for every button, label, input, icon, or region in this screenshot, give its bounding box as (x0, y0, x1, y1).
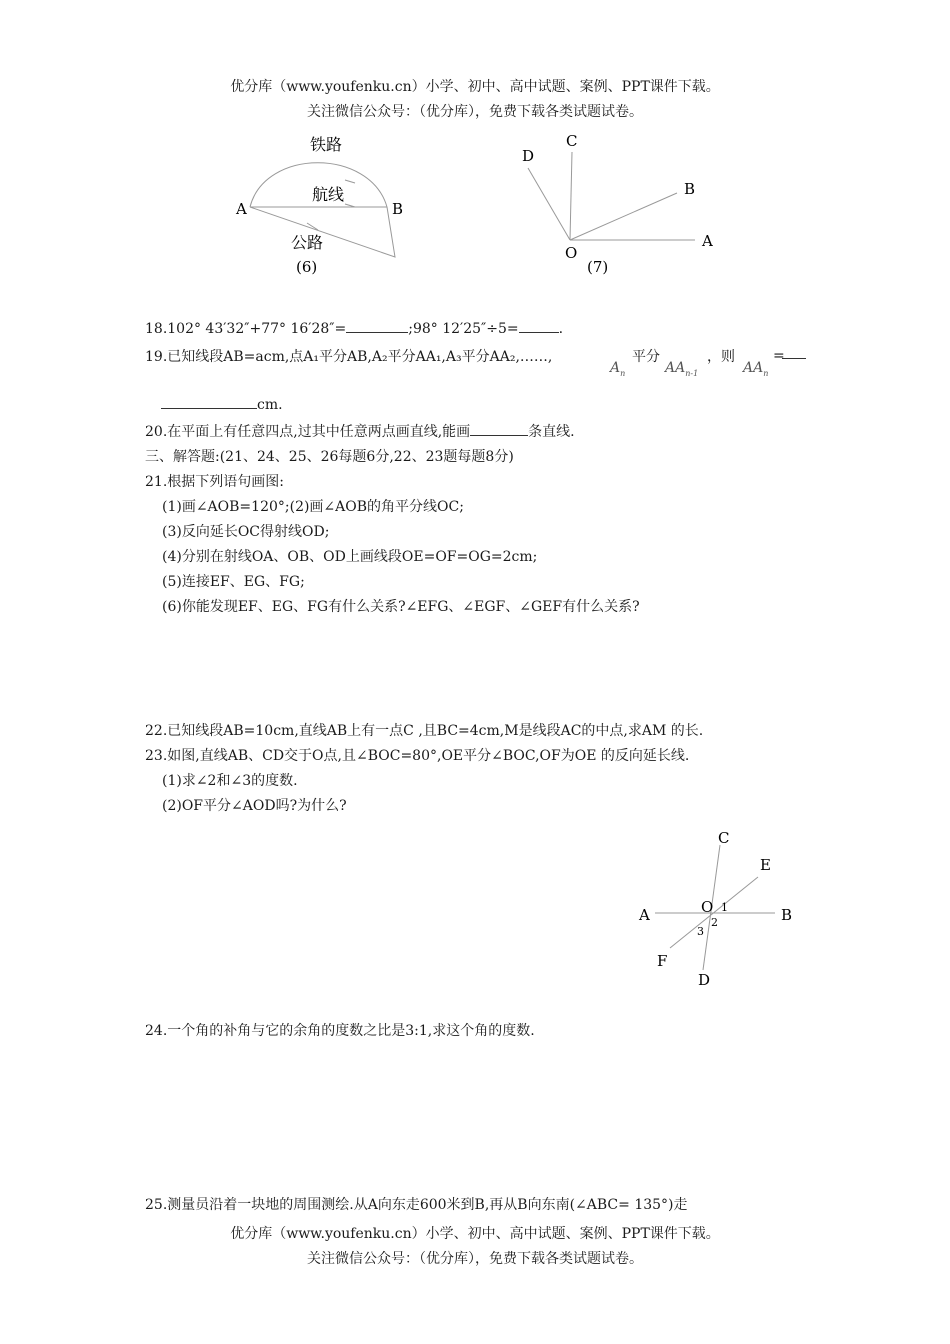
label-rail: 铁路 (310, 135, 343, 154)
q20-blank[interactable] (470, 423, 528, 436)
question-20 (145, 421, 575, 441)
q18-blank-2[interactable] (519, 320, 559, 333)
header-line-2: 关注微信公众号：（优分库），免费下载各类试题试卷。 (307, 104, 643, 120)
q19-pf: 平分 (632, 349, 660, 365)
label-road: 公路 (291, 233, 324, 252)
label-c: C (566, 132, 578, 150)
q19-unit: cm. (257, 397, 283, 413)
label-e: E (760, 856, 771, 874)
label-b: B (781, 906, 793, 924)
label-2: 2 (711, 916, 718, 929)
q23-item-1: (1)求∠2和∠3的度数. (162, 773, 298, 789)
label-1: 1 (721, 901, 728, 914)
label-c: C (718, 829, 730, 847)
figure-7 (515, 128, 725, 278)
question-19-cont (145, 396, 283, 413)
q19-comma-ze: ，则 (707, 349, 735, 365)
label-f: F (657, 952, 668, 970)
footer-line-1: 优分库（www.youfenku.cn）小学、初中、高中试题、案例、PPT课件下载。 (230, 1226, 720, 1242)
section-3-heading: 三、解答题:(21、24、25、26每题6分,22、23题每题8分) (145, 449, 514, 465)
q21-item-5: (6)你能发现EF、EG、FG有什么关系?∠EFG、∠EGF、∠GEF有什么关系? (162, 599, 640, 615)
figure-23 (630, 825, 800, 995)
q18-blank-1[interactable] (346, 320, 408, 333)
ray-od (528, 168, 570, 240)
label-a: A (639, 906, 650, 924)
label-3: 3 (697, 925, 704, 938)
q21-item-1: (1)画∠AOB=120°;(2)画∠AOB的角平分线OC; (162, 499, 464, 515)
label-o: O (701, 898, 714, 916)
q19-blank-1[interactable] (782, 346, 806, 359)
caption-7: (7) (587, 258, 609, 276)
q19-eq: = (773, 348, 785, 364)
q19-an: $A_n$ (610, 360, 626, 378)
question-19-text: 19.已知线段AB=acm,点A₁平分AB,A₂平分AA₁,A₃平分AA₂,……, (145, 349, 553, 365)
question-18 (145, 320, 563, 337)
question-22: 22.已知线段AB=10cm,直线AB上有一点C ,且BC=4cm,M是线段AC的中点,求AM 的长. (145, 723, 704, 739)
question-21-stem: 21.根据下列语句画图: (145, 474, 284, 490)
question-24: 24.一个角的补角与它的余角的度数之比是3:1,求这个角的度数. (145, 1023, 535, 1039)
label-a: A (236, 200, 247, 218)
footer-line-2: 关注微信公众号：（优分库），免费下载各类试题试卷。 (307, 1251, 643, 1267)
ray-oc (570, 152, 572, 240)
label-route: 航线 (312, 185, 345, 204)
label-a: A (702, 232, 713, 250)
label-d: D (698, 971, 711, 989)
q21-item-4: (5)连接EF、EG、FG; (162, 574, 305, 590)
header-line-1: 优分库（www.youfenku.cn）小学、初中、高中试题、案例、PPT课件下载。 (230, 79, 720, 95)
q18-part3: . (558, 321, 564, 337)
ray-ob (570, 193, 677, 240)
rail-arrow (345, 180, 355, 183)
question-23-stem: 23.如图,直线AB、CD交于O点,且∠BOC=80°,OE平分∠BOC,OF为OE 的反向延长线. (145, 748, 690, 764)
question-25: 25.测量员沿着一块地的周围测绘.从A向东走600米到B,再从B向东南(∠ABC= 135°)走 (145, 1197, 688, 1213)
label-o: O (565, 244, 578, 262)
q18-part2: ;98° 12′25″÷5= (408, 321, 519, 337)
q20-part2: 条直线. (528, 424, 575, 440)
q20-part1: 20.在平面上有任意四点,过其中任意两点画直线,能画 (145, 424, 471, 440)
label-b: B (392, 200, 404, 218)
caption-6: (6) (296, 258, 318, 276)
q19-aan: $AA_n$ (743, 360, 769, 378)
figure-6 (225, 128, 425, 278)
label-b: B (684, 180, 696, 198)
q23-item-2: (2)OF平分∠AOD吗?为什么? (162, 798, 347, 814)
q21-item-3: (4)分别在射线OA、OB、OD上画线段OE=OF=OG=2cm; (162, 549, 538, 565)
q18-part1: 18.102° 43′32″+77° 16′28″= (145, 321, 347, 337)
q21-item-2: (3)反向延长OC得射线OD; (162, 524, 330, 540)
q19-aan1: $AA_{n-1}$ (665, 360, 699, 378)
label-d: D (522, 147, 535, 165)
q19-blank-2[interactable] (161, 396, 257, 409)
